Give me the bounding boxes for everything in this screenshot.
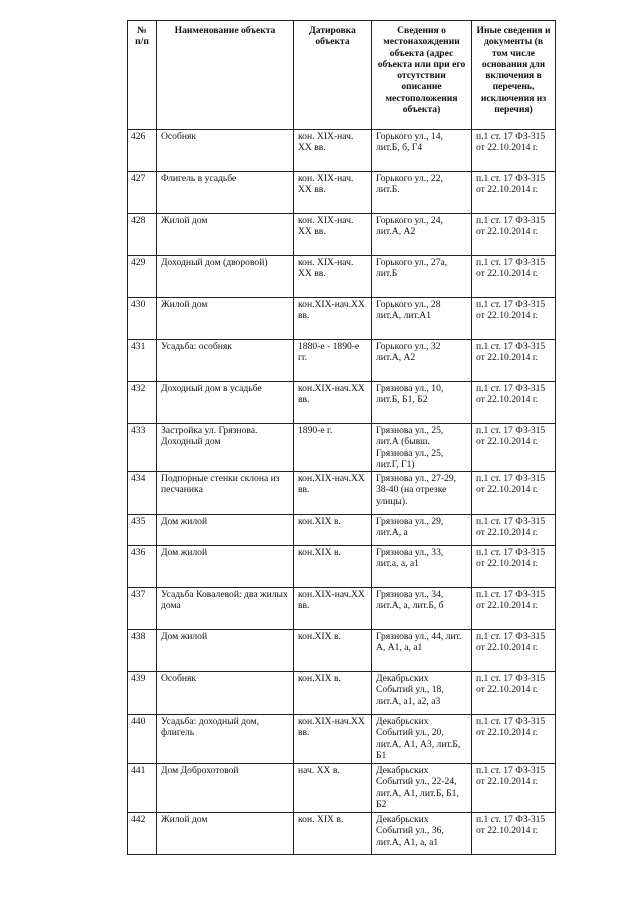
object-date: кон.XIX в. (294, 672, 372, 715)
object-basis: п.1 ст. 17 ФЗ-315 от 22.10.2014 г. (472, 214, 556, 256)
object-name: Жилой дом (157, 298, 294, 340)
object-name: Дом жилой (157, 630, 294, 672)
row-number: 433 (128, 424, 157, 472)
object-basis: п.1 ст. 17 ФЗ-315 от 22.10.2014 г. (472, 588, 556, 630)
object-date: кон. XIX в. (294, 813, 372, 855)
row-number: 432 (128, 382, 157, 424)
object-address: Грязнова ул., 34, лит.А, а, лит.Б, б (372, 588, 472, 630)
object-date: кон. XIX-нач. XX вв. (294, 256, 372, 298)
object-address: Горького ул., 32 лит.А, А2 (372, 340, 472, 382)
object-name: Усадьба Ковалевой: два жилых дома (157, 588, 294, 630)
table-row (128, 515, 556, 546)
header-object-name: Наименование объекта (157, 21, 294, 130)
row-number: 426 (128, 130, 157, 172)
object-name: Дом жилой (157, 546, 294, 588)
table-row (128, 424, 556, 472)
row-number: 427 (128, 172, 157, 214)
object-basis: п.1 ст. 17 ФЗ-315 от 22.10.2014 г. (472, 382, 556, 424)
object-basis: п.1 ст. 17 ФЗ-315 от 22.10.2014 г. (472, 424, 556, 472)
document-page (127, 20, 556, 855)
object-name: Дом жилой (157, 515, 294, 546)
object-date: нач. XX в. (294, 764, 372, 813)
table-row (128, 382, 556, 424)
object-address: Декабрьских Событий ул., 20, лит.А, А1, А3, лит.Б, Б1 (372, 715, 472, 764)
object-address: Грязнова ул., 25, лит.А (бывш. Грязнова ул., 25, лит.Г, Г1) (372, 424, 472, 472)
row-number: 431 (128, 340, 157, 382)
object-date: 1880-е - 1890-е гг. (294, 340, 372, 382)
object-name: Особняк (157, 130, 294, 172)
object-basis: п.1 ст. 17 ФЗ-315 от 22.10.2014 г. (472, 546, 556, 588)
object-basis: п.1 ст. 17 ФЗ-315 от 22.10.2014 г. (472, 472, 556, 515)
object-basis: п.1 ст. 17 ФЗ-315 от 22.10.2014 г. (472, 130, 556, 172)
object-address: Грязнова ул., 10, лит.Б, Б1, Б2 (372, 382, 472, 424)
table-row (128, 588, 556, 630)
object-address: Горького ул., 14, лит.Б, б, Г4 (372, 130, 472, 172)
object-name: Дом Доброхотовой (157, 764, 294, 813)
object-address: Декабрьских Событий ул., 36, лит.А, А1, а, а1 (372, 813, 472, 855)
object-basis: п.1 ст. 17 ФЗ-315 от 22.10.2014 г. (472, 630, 556, 672)
object-name: Флигель в усадьбе (157, 172, 294, 214)
table-row (128, 256, 556, 298)
object-address: Декабрьских Событий ул., 22-24, лит.А, А1, лит.Б, Б1, Б2 (372, 764, 472, 813)
object-basis: п.1 ст. 17 ФЗ-315 от 22.10.2014 г. (472, 172, 556, 214)
object-date: 1890-е г. (294, 424, 372, 472)
row-number: 436 (128, 546, 157, 588)
object-basis: п.1 ст. 17 ФЗ-315 от 22.10.2014 г. (472, 813, 556, 855)
row-number: 440 (128, 715, 157, 764)
table-row (128, 630, 556, 672)
table-row (128, 298, 556, 340)
object-basis: п.1 ст. 17 ФЗ-315 от 22.10.2014 г. (472, 715, 556, 764)
object-name: Жилой дом (157, 214, 294, 256)
object-name: Подпорные стенки склона из песчаника (157, 472, 294, 515)
object-basis: п.1 ст. 17 ФЗ-315 от 22.10.2014 г. (472, 340, 556, 382)
table-row (128, 546, 556, 588)
object-basis: п.1 ст. 17 ФЗ-315 от 22.10.2014 г. (472, 298, 556, 340)
object-date: кон.XIX в. (294, 630, 372, 672)
table-row (128, 130, 556, 172)
object-address: Грязнова ул., 27-29, 38-40 (на отрезке улицы). (372, 472, 472, 515)
row-number: 428 (128, 214, 157, 256)
header-object-location: Сведения о местонахождении объекта (адрес объекта или при его отсутствии описание местоположения объекта) (372, 21, 472, 130)
object-name: Усадьба: доходный дом, флигель (157, 715, 294, 764)
object-date: кон.XIX-нач.XX вв. (294, 715, 372, 764)
object-name: Жилой дом (157, 813, 294, 855)
object-date: кон.XIX-нач.XX вв. (294, 382, 372, 424)
table-row (128, 715, 556, 764)
object-date: кон.XIX-нач.XX вв. (294, 472, 372, 515)
row-number: 435 (128, 515, 157, 546)
row-number: 430 (128, 298, 157, 340)
object-date: кон.XIX-нач.XX вв. (294, 298, 372, 340)
object-date: кон.XIX в. (294, 546, 372, 588)
row-number: 439 (128, 672, 157, 715)
object-date: кон.XIX-нач.XX вв. (294, 588, 372, 630)
object-date: кон. XIX-нач. XX вв. (294, 214, 372, 256)
object-basis: п.1 ст. 17 ФЗ-315 от 22.10.2014 г. (472, 256, 556, 298)
table-row (128, 764, 556, 813)
row-number: 429 (128, 256, 157, 298)
object-date: кон.XIX в. (294, 515, 372, 546)
object-address: Горького ул., 24, лит.А, А2 (372, 214, 472, 256)
object-basis: п.1 ст. 17 ФЗ-315 от 22.10.2014 г. (472, 672, 556, 715)
table-row (128, 340, 556, 382)
object-name: Застройка ул. Грязнова. Доходный дом (157, 424, 294, 472)
row-number: 441 (128, 764, 157, 813)
object-address: Горького ул., 22, лит.Б. (372, 172, 472, 214)
table-row (128, 172, 556, 214)
table-row (128, 472, 556, 515)
object-date: кон. XIX-нач. XX вв. (294, 172, 372, 214)
table-header-row (128, 21, 556, 130)
table-row (128, 813, 556, 855)
object-address: Горького ул., 28 лит.А, лит.А1 (372, 298, 472, 340)
object-name: Доходный дом в усадьбе (157, 382, 294, 424)
row-number: 438 (128, 630, 157, 672)
header-object-date: Датировка объекта (294, 21, 372, 130)
header-other-info: Иные сведения и документы (в том числе основания для включения в перечень, исключения из перечня) (472, 21, 556, 130)
object-address: Декабрьских Событий ул., 18, лит.А, а1, а2, а3 (372, 672, 472, 715)
row-number: 434 (128, 472, 157, 515)
heritage-objects-table (127, 20, 556, 855)
object-name: Особняк (157, 672, 294, 715)
table-row (128, 672, 556, 715)
object-name: Усадьба: особняк (157, 340, 294, 382)
header-number: № п/п (128, 21, 157, 130)
object-basis: п.1 ст. 17 ФЗ-315 от 22.10.2014 г. (472, 515, 556, 546)
table-row (128, 214, 556, 256)
row-number: 442 (128, 813, 157, 855)
object-address: Горького ул., 27а, лит.Б (372, 256, 472, 298)
object-address: Грязнова ул., 29, лит.А, а (372, 515, 472, 546)
row-number: 437 (128, 588, 157, 630)
object-address: Грязнова ул., 33, лит.а, а, а1 (372, 546, 472, 588)
object-basis: п.1 ст. 17 ФЗ-315 от 22.10.2014 г. (472, 764, 556, 813)
object-date: кон. XIX-нач. XX вв. (294, 130, 372, 172)
object-name: Доходный дом (дворовой) (157, 256, 294, 298)
object-address: Грязнова ул., 44, лит. А, А1, а, а1 (372, 630, 472, 672)
